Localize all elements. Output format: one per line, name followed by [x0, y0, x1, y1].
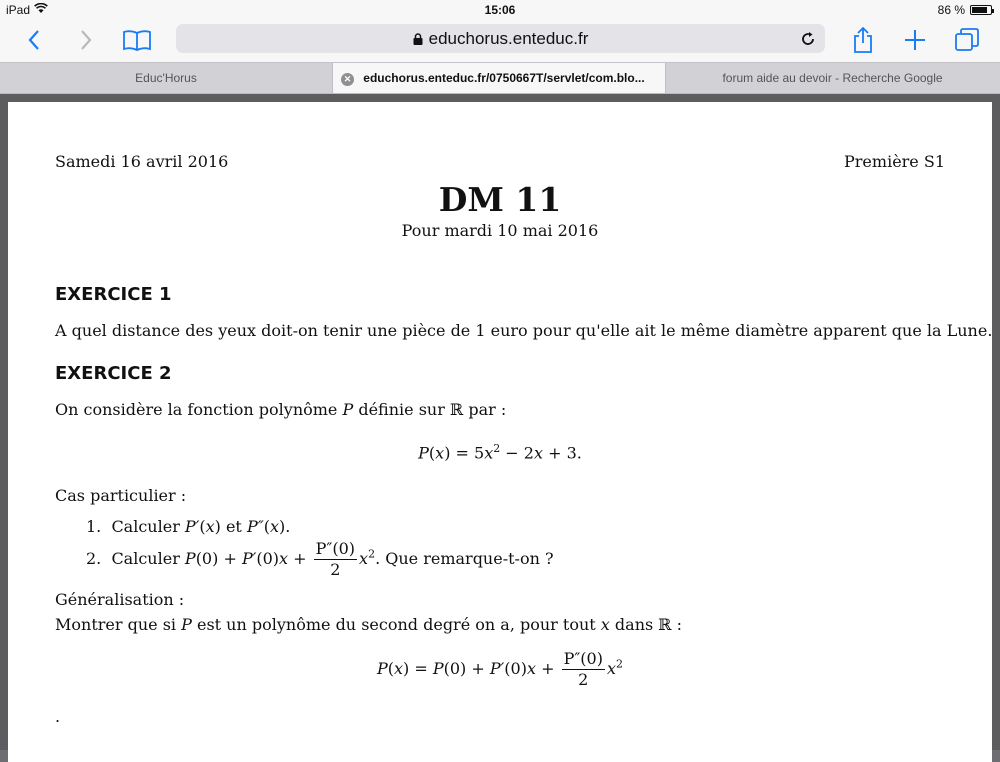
tab-google-search[interactable] — [666, 63, 999, 93]
tab-label: forum aide au devoir - Recherche Google — [722, 71, 943, 85]
reload-button[interactable] — [797, 28, 819, 50]
exercise-2-intro: On considère la fonction polynôme P définie sur ℝ par : — [55, 400, 507, 419]
generalisation: Généralisation : — [55, 590, 185, 609]
status-bar — [0, 0, 1000, 20]
tab-label: Educ'Horus — [135, 71, 197, 85]
battery-icon — [970, 5, 992, 15]
equation-1: $P(x) = 5x^2 - 2x + 3$. — [418, 442, 582, 463]
question-1: 1. Calculer P′(x) et P″(x). — [86, 517, 291, 536]
share-icon — [852, 26, 874, 54]
close-icon[interactable]: ✕ — [341, 73, 354, 86]
chevron-left-icon — [27, 29, 41, 51]
exercise-1-heading: EXERCICE 1 — [55, 284, 172, 305]
book-icon — [122, 29, 152, 51]
doc-subtitle: Pour mardi 10 mai 2016 — [401, 221, 599, 240]
share-button[interactable] — [845, 24, 881, 56]
chevron-right-icon — [79, 29, 93, 51]
tabs-icon — [954, 27, 980, 53]
battery-fill — [972, 7, 987, 13]
back-button[interactable] — [16, 24, 52, 56]
equation-2: P(x) = P(0) + P′(0)x + $\frac{P''(0)}{2}$ $x^2$ — [376, 649, 623, 689]
question-2: 2. Calculer P(0) + P′(0)x + $\frac{P''(0)}{2}$ $x^2$. Que remarque-t-on ? — [86, 539, 554, 579]
forward-button[interactable] — [68, 24, 104, 56]
cas-particulier: Cas particulier : — [55, 486, 187, 505]
tab-educhorus[interactable] — [0, 63, 333, 93]
doc-title: DM 11 — [438, 180, 562, 219]
tab-label: educhorus.enteduc.fr/0750667T/servlet/com.blo... — [363, 71, 645, 85]
address-bar[interactable] — [176, 24, 825, 53]
document-viewer[interactable] — [0, 94, 1000, 750]
battery-percent: 86 % — [937, 3, 965, 17]
doc-class: Première S1 — [844, 152, 945, 171]
browser-toolbar — [0, 20, 1000, 62]
doc-date: Samedi 16 avril 2016 — [55, 152, 229, 171]
clock: 15:06 — [484, 3, 516, 17]
device-label: iPad — [6, 3, 31, 17]
exercise-1-text: A quel distance des yeux doit-on tenir une pièce de 1 euro pour qu'elle ait le même diamètre apparent que la Lune. — [55, 321, 993, 340]
exercise-2-heading: EXERCICE 2 — [55, 363, 172, 384]
trailing-dot: . — [55, 707, 61, 726]
tab-active-document[interactable] — [333, 63, 666, 93]
lock-icon — [413, 33, 423, 45]
plus-icon — [904, 29, 926, 51]
tabs-overview-button[interactable] — [949, 24, 985, 56]
new-tab-button[interactable] — [897, 24, 933, 56]
montrer-text: Montrer que si P est un polynôme du second degré on a, pour tout x dans ℝ : — [55, 615, 683, 634]
pdf-page — [8, 102, 992, 762]
bookmarks-button[interactable] — [119, 24, 155, 56]
url-text: educhorus.enteduc.fr — [428, 28, 589, 48]
reload-icon — [800, 31, 816, 47]
tab-bar — [0, 62, 1000, 94]
